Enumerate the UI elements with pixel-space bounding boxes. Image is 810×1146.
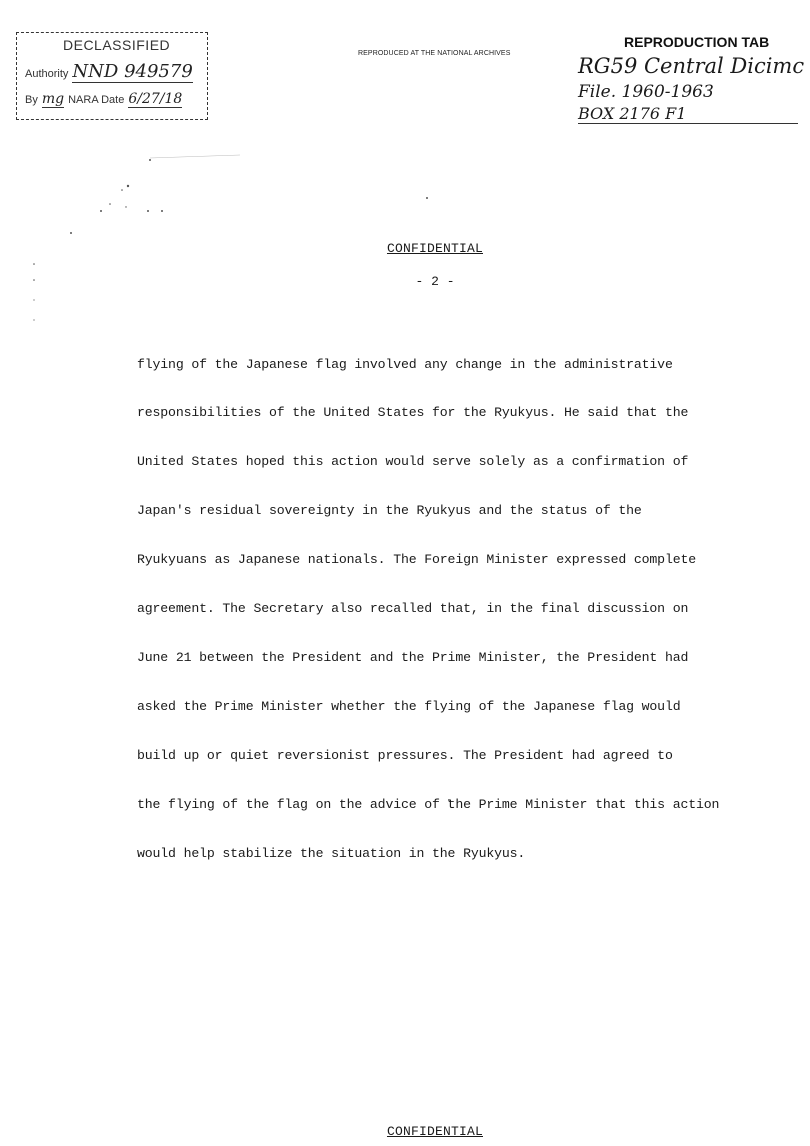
stamp-title: DECLASSIFIED bbox=[63, 37, 171, 53]
reproduction-tab-title: REPRODUCTION TAB bbox=[624, 34, 770, 50]
stamp-authority-value: NND 949579 bbox=[72, 61, 193, 82]
memo-body bbox=[137, 324, 777, 878]
reproduction-tab-box: BOX 2176 F1 bbox=[578, 104, 798, 124]
body-line: asked the Prime Minister whether the flying of the Japanese flag would bbox=[137, 698, 681, 714]
body-line: build up or quiet reversionist pressures. The President had agreed to bbox=[137, 747, 673, 763]
stamp-date-value: 6/27/18 bbox=[128, 91, 183, 107]
stamp-date-label: NARA Date bbox=[68, 94, 125, 106]
body-line: United States hoped this action would serve solely as a confirmation of bbox=[137, 454, 689, 470]
classification-marking-top: CONFIDENTIAL bbox=[386, 241, 483, 256]
body-line: Ryukyuans as Japanese nationals. The Foreign Minister expressed complete bbox=[137, 552, 696, 568]
body-line: June 21 between the President and the Prime Minister, the President had bbox=[137, 649, 689, 665]
body-line: responsibilities of the United States for the Ryukyus. He said that the bbox=[137, 405, 689, 421]
reproduction-tab-file: File. 1960-1963 bbox=[578, 82, 714, 102]
body-line: would help stabilize the situation in the Ryukyus. bbox=[137, 845, 526, 861]
body-line: agreement. The Secretary also recalled that, in the final discussion on bbox=[137, 601, 689, 617]
body-line: Japan's residual sovereignty in the Ryukyus and the status of the bbox=[137, 503, 642, 519]
stamp-by-label: By bbox=[25, 94, 38, 106]
stamp-authority-label: Authority bbox=[25, 68, 69, 80]
archive-note: REPRODUCED AT THE NATIONAL ARCHIVES bbox=[358, 50, 511, 57]
reproduction-tab-record-group: RG59 Central Dicimc bbox=[578, 54, 805, 78]
page-number: - 2 - bbox=[415, 274, 455, 289]
body-line: the flying of the flag on the advice of the Prime Minister that this action bbox=[137, 796, 720, 812]
stamp-by-value: mg bbox=[41, 91, 65, 107]
body-line: flying of the Japanese flag involved any change in the administrative bbox=[137, 356, 673, 372]
classification-marking-bottom: CONFIDENTIAL bbox=[386, 1124, 483, 1139]
